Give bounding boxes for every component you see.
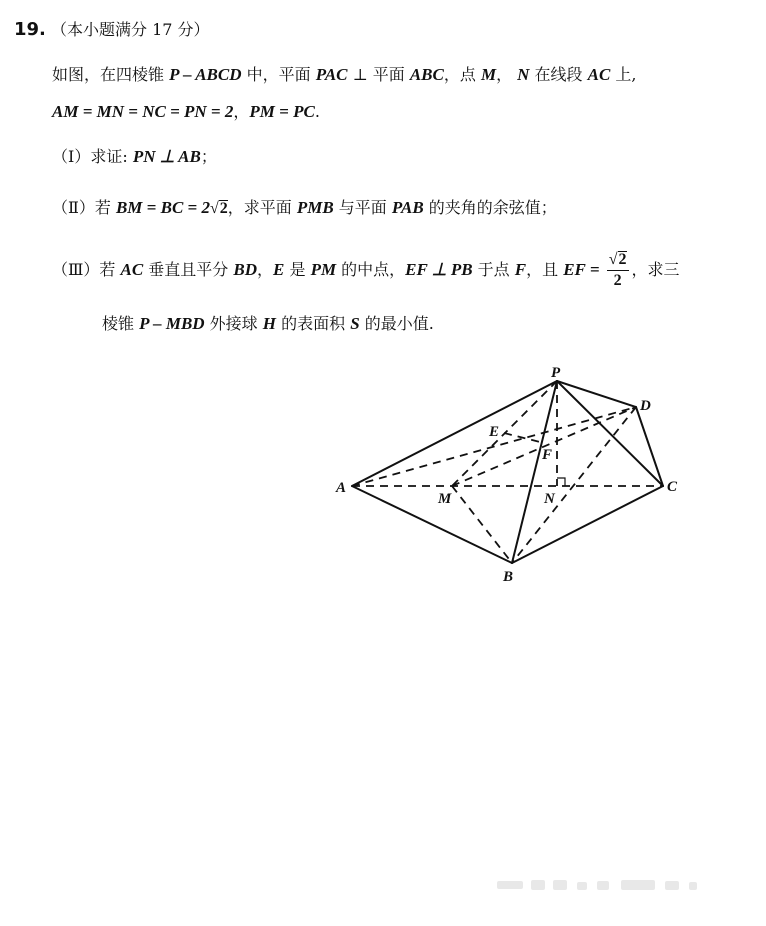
math-expr: AM = MN = NC = PN = 2 <box>52 102 234 121</box>
stem-text: 如图，在四棱锥 <box>52 65 170 84</box>
math-expr: BD <box>233 260 258 279</box>
stem-text: ，求三 <box>631 260 680 279</box>
stem-text: ， <box>496 65 518 84</box>
stem-text: 的中点， <box>336 260 406 279</box>
math-expr: AC <box>587 65 611 84</box>
label-M: M <box>438 491 452 507</box>
label-N: N <box>544 491 555 507</box>
edge-PB <box>512 381 557 563</box>
stem-text: 中，平面 <box>241 65 316 84</box>
label-C: C <box>667 479 678 495</box>
math-expr: F <box>514 260 527 279</box>
watermark <box>497 878 707 892</box>
math-expr: BM = BC = 2 <box>115 198 210 217</box>
stem-text: ，且 <box>526 260 564 279</box>
label-A: A <box>336 480 347 496</box>
edge-DC <box>636 407 663 486</box>
math-expr: PAC <box>315 65 348 84</box>
right-angle-mark <box>557 478 565 486</box>
stem-text: 的最小值. <box>359 314 434 333</box>
fraction-numerator: √2 <box>607 250 629 271</box>
points-note: （本小题满分 17 分） <box>50 20 210 39</box>
math-expr: P – MBD <box>139 314 205 333</box>
label-B: B <box>503 569 514 585</box>
math-expr: PAB <box>391 198 424 217</box>
math-expr: PM = PC <box>249 102 315 121</box>
math-expr: E <box>273 260 285 279</box>
math-expr: M <box>480 65 497 84</box>
math-expr: PMB <box>296 198 334 217</box>
stem-text: 在线段 <box>529 65 588 84</box>
part-label: （Ⅱ）若 <box>52 198 116 217</box>
stem-text: 棱锥 <box>102 314 140 333</box>
stem-text: ， <box>233 102 250 121</box>
math-expr: S <box>350 314 360 333</box>
math-expr: ABC <box>409 65 444 84</box>
problem-number: 19. <box>14 19 46 40</box>
part-label: （Ⅰ）求证: <box>52 147 133 166</box>
stem-text: 于点 <box>472 260 515 279</box>
math-expr: PN ⊥ AB <box>132 147 201 166</box>
part-label: （Ⅲ）若 <box>52 260 121 279</box>
stem-text: ⊥ 平面 <box>347 65 410 84</box>
math-expr: H <box>262 314 277 333</box>
dashed-AD <box>352 407 636 486</box>
edge-AP <box>352 381 557 486</box>
stem-text: ； <box>200 147 217 166</box>
stem-text: 与平面 <box>333 198 392 217</box>
label-E: E <box>489 424 500 440</box>
stem-text: 上, <box>610 65 637 84</box>
stem-text: . <box>314 102 320 121</box>
stem-text: 的夹角的余弦值； <box>423 198 557 217</box>
stem-text: ， <box>257 260 274 279</box>
math-expr: N <box>517 65 530 84</box>
sqrt-radicand: 2 <box>618 251 627 268</box>
math-expr: EF ⊥ PB <box>405 260 473 279</box>
stem-text: 是 <box>284 260 311 279</box>
stem-text: 垂直且平分 <box>143 260 234 279</box>
dashed-MB <box>452 486 512 563</box>
edge-BC <box>512 486 663 563</box>
stem-text: ，点 <box>443 65 481 84</box>
edge-AB <box>352 486 512 563</box>
fraction-denominator: 2 <box>613 272 622 289</box>
sqrt-sign: √2 <box>209 200 228 217</box>
label-P: P <box>551 365 561 381</box>
math-expr: P – ABCD <box>169 65 242 84</box>
math-expr: PM <box>310 260 337 279</box>
stem-text: 外接球 <box>204 314 263 333</box>
label-F: F <box>542 447 553 463</box>
stem-text: 的表面积 <box>276 314 351 333</box>
math-expr: AC <box>120 260 144 279</box>
label-D: D <box>640 398 651 414</box>
sqrt-radicand: 2 <box>219 200 228 217</box>
stem-text: ，求平面 <box>227 198 297 217</box>
math-expr: = <box>585 260 604 279</box>
math-expr: EF <box>563 260 586 279</box>
